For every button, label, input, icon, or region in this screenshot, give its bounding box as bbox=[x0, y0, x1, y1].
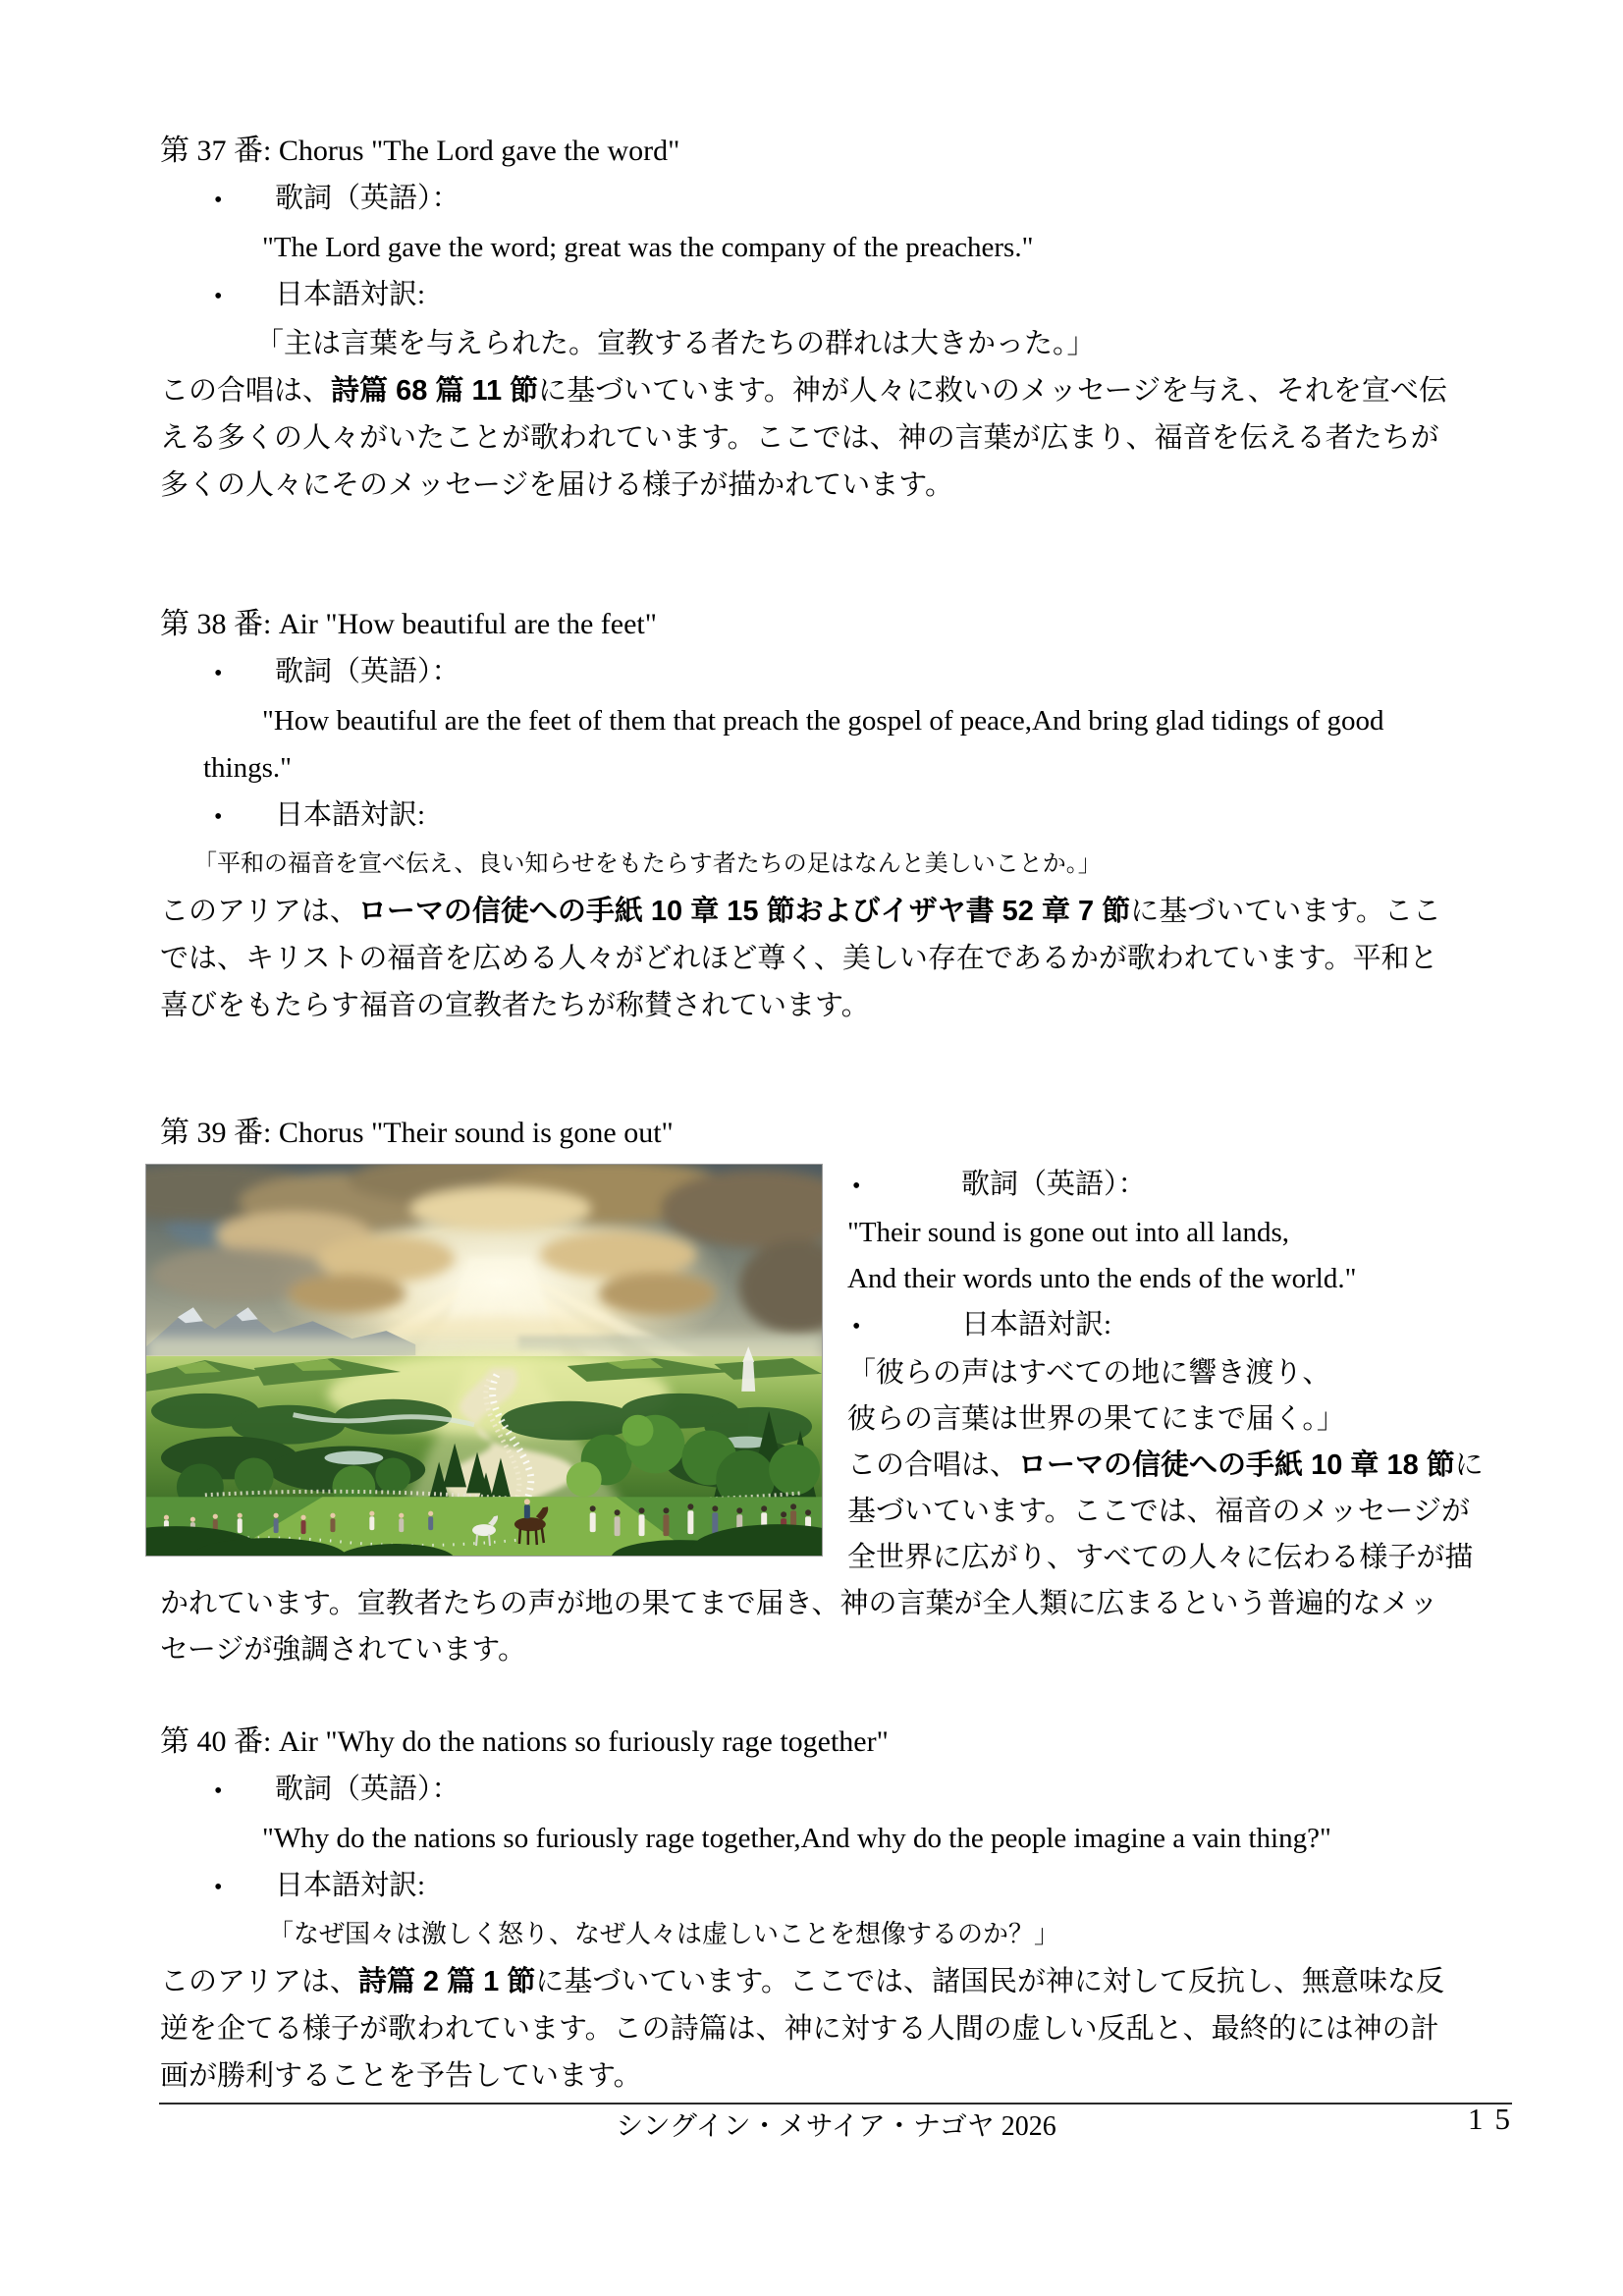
section-40-heading: 第 40 番: Air "Why do the nations so furiously rage together" bbox=[160, 1725, 889, 1758]
lyric-jp-text: 「平和の福音を宣べ伝え、良い知らせをもたらす者たちの足はなんと美しいことか。」 bbox=[193, 851, 1102, 877]
bullet-icon: • bbox=[214, 1778, 223, 1804]
lyric-jp-label: 日本語対訳: bbox=[275, 799, 426, 831]
section-37 bbox=[160, 128, 1512, 509]
landscape-painting-image bbox=[145, 1164, 823, 1557]
bullet-icon: • bbox=[214, 804, 223, 830]
paragraph-line bbox=[160, 367, 1512, 414]
paragraph-line: える多くの人々がいたことが歌われています。ここでは、神の言葉が広まり、福音を伝える者たちが bbox=[160, 422, 1439, 454]
paragraph-line bbox=[160, 888, 1512, 935]
section-38 bbox=[160, 601, 1512, 1029]
paragraph-text: この合唱は、 bbox=[160, 375, 332, 407]
paragraph-text: このアリアは、 bbox=[160, 1966, 358, 1997]
lyric-jp-label: 日本語対訳: bbox=[961, 1309, 1112, 1340]
lyric-en-label: 歌詞（英語）： bbox=[275, 183, 460, 214]
paragraph-line: では、キリストの福音を広める人々がどれほど尊く、美しい存在であるかが歌われています。平和と bbox=[160, 943, 1438, 974]
lyric-en-label: 歌詞（英語）： bbox=[961, 1169, 1147, 1200]
lyric-jp-label: 日本語対訳: bbox=[275, 1870, 426, 1901]
paragraph-line: 喜びをもたらす福音の宣教者たちが称賛されています。 bbox=[160, 990, 870, 1021]
section-39-heading: 第 39 番: Chorus "Their sound is gone out" bbox=[160, 1117, 674, 1149]
paragraph-line: 多くの人々にそのメッセージを届ける様子が描かれています。 bbox=[160, 469, 953, 501]
painting-canvas bbox=[146, 1165, 822, 1556]
paragraph-text: この合唱は、 bbox=[847, 1449, 1019, 1481]
paragraph-line: セージが強調されています。 bbox=[160, 1634, 526, 1666]
paragraph-line: 逆を企てる様子が歌われています。この詩篇は、神に対する人間の虚しい反乱と、最終的には神の計 bbox=[160, 2013, 1439, 2045]
lyric-label-row bbox=[160, 1766, 1512, 1815]
section-39-heading-block bbox=[160, 1110, 1512, 1157]
lyric-jp-text: 彼らの言葉は世界の果てにまで届く。」 bbox=[847, 1403, 1345, 1435]
paragraph-line bbox=[160, 1958, 1512, 2005]
lyric-jp-text: 「なぜ国々は激しく怒り、なぜ人々は虚しいことを想像するのか？」 bbox=[268, 1920, 1060, 1948]
lyric-en-label: 歌詞（英語）： bbox=[275, 1774, 460, 1805]
bullet-icon: • bbox=[214, 284, 223, 309]
lyric-en-text: "Why do the nations so furiously rage together,And why do the people imagine a vain thing?" bbox=[262, 1823, 1331, 1854]
scripture-reference: 詩篇 68 篇 11 節 bbox=[331, 375, 539, 407]
section-38-heading: 第 38 番: Air "How beautiful are the feet" bbox=[160, 608, 658, 640]
scripture-reference: ローマの信徒への手紙 10 章 15 節およびイザヤ書 52 章 7 節 bbox=[357, 896, 1131, 927]
lyric-label-row bbox=[160, 175, 1512, 224]
paragraph-line: かれています。宣教者たちの声が地の果てまで届き、神の言葉が全人類に広まるという普遍的なメッ bbox=[160, 1588, 1438, 1619]
bullet-icon: • bbox=[214, 1875, 223, 1900]
page-number: 15 bbox=[1468, 2102, 1522, 2136]
lyric-en-text: "Their sound is gone out into all lands, bbox=[847, 1217, 1290, 1248]
paragraph-line: 全世界に広がり、すべての人々に伝わる様子が描 bbox=[847, 1542, 1474, 1573]
footer-divider bbox=[159, 2103, 1512, 2105]
jp-label-row bbox=[160, 792, 1512, 841]
paragraph-line: 画が勝利することを予告しています。 bbox=[160, 2060, 642, 2092]
bullet-icon: • bbox=[214, 661, 223, 686]
paragraph-text: に基づいています。神が人々に救いのメッセージを与え、それを宣べ伝 bbox=[538, 375, 1447, 407]
jp-label-row bbox=[160, 271, 1512, 320]
section-40 bbox=[160, 1719, 1512, 2100]
lyric-en-text: "How beautiful are the feet of them that preach the gospel of peace,And bring glad tidings of good bbox=[262, 705, 1384, 737]
scripture-reference: ローマの信徒への手紙 10 章 18 節 bbox=[1018, 1449, 1455, 1481]
lyric-en-text: "The Lord gave the word; great was the company of the preachers." bbox=[262, 232, 1034, 263]
jp-label-row bbox=[160, 1862, 1512, 1911]
bullet-icon: • bbox=[852, 1174, 861, 1199]
lyric-jp-text: 「彼らの声はすべての地に響き渡り、 bbox=[847, 1357, 1331, 1389]
paragraph-line: 基づいています。ここでは、福音のメッセージが bbox=[847, 1496, 1470, 1527]
section-39 bbox=[160, 1162, 1512, 1673]
bullet-icon: • bbox=[852, 1314, 861, 1339]
scripture-reference: 詩篇 2 篇 1 節 bbox=[357, 1966, 536, 1997]
bullet-icon: • bbox=[214, 188, 223, 213]
paragraph-text: に基づいています。ここでは、諸国民が神に対して反抗し、無意味な反 bbox=[535, 1966, 1445, 1997]
paragraph-text: に bbox=[1454, 1449, 1484, 1481]
lyric-en-text: And their words unto the ends of the world." bbox=[847, 1263, 1357, 1294]
lyric-label-row bbox=[160, 648, 1512, 697]
paragraph-text: に基づいています。ここ bbox=[1130, 896, 1441, 927]
footer-title: シングイン・メサイア・ナゴヤ 2026 bbox=[616, 2111, 1056, 2142]
section-37-heading: 第 37 番: Chorus "The Lord gave the word" bbox=[160, 135, 680, 167]
lyric-en-label: 歌詞（英語）： bbox=[275, 656, 460, 687]
lyric-jp-label: 日本語対訳: bbox=[275, 279, 426, 310]
lyric-en-text: things." bbox=[203, 752, 292, 784]
lyric-jp-text: 「主は言葉を与えられた。宣教する者たちの群れは大きかった。」 bbox=[255, 328, 1096, 359]
paragraph-text: このアリアは、 bbox=[160, 896, 358, 927]
